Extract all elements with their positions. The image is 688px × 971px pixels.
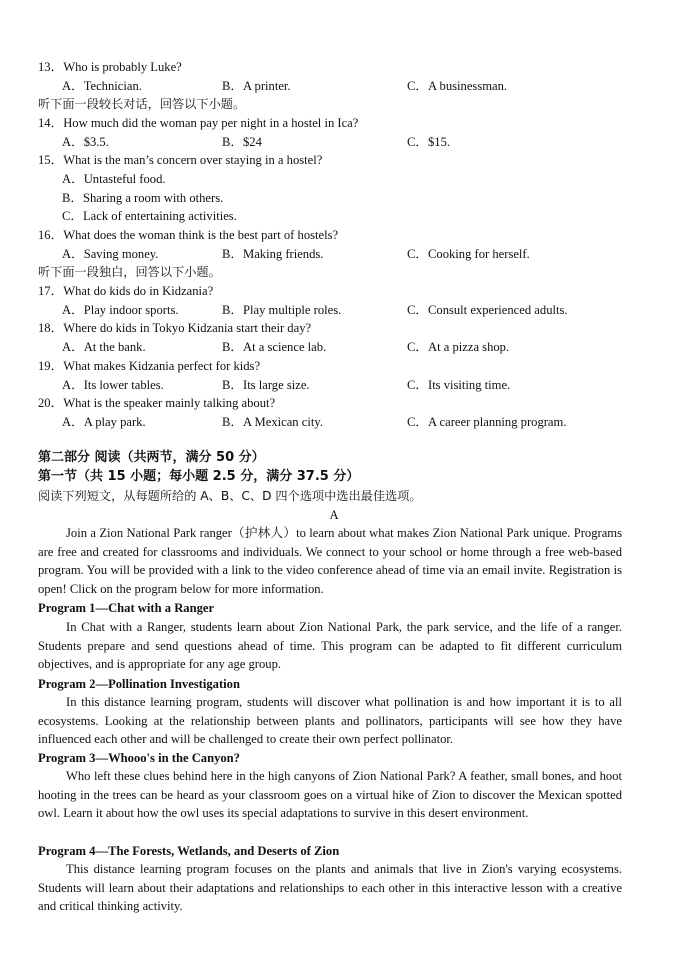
- reading-instruction: 阅读下列短文，从每题所给的 A、B、C、D 四个选项中选出最佳选项。: [38, 489, 422, 503]
- q19-option-c: C．Its visiting time.: [407, 378, 511, 392]
- q17-option-c: C．Consult experienced adults.: [407, 303, 568, 317]
- question-18: 18．Where do kids in Tokyo Kidzania start their day?: [38, 321, 312, 335]
- program-2-text: In this distance learning program, students will discover what pollination is and how important it is to all ecosystems. Looking at the relationship between plants and pollinators, participants will see how they have influenced each other and will be challenged to create their own perfect pollinator.: [38, 695, 622, 747]
- program-3-text: Who left these clues behind here in the high canyons of Zion National Park? A feather, small bones, and hoot hooting in the trees can be heard as your classroom goes on a virtual hike of Zion to discover the Mexican spotted owl. Learn it about how the owl uses its special adaptations to survive in this desert environment.: [38, 769, 622, 821]
- program-2-body: [38, 693, 622, 749]
- program-4-text: This distance learning program focuses on the plants and animals that live in Zion's varying ecosystems. Students will learn about their adaptations and relationships to each other in this interactive lesson with a creative and critical thinking activity.: [38, 862, 622, 914]
- q14-option-a: A．$3.5.: [62, 135, 109, 149]
- q18-option-c: C．At a pizza shop.: [407, 340, 510, 354]
- q17-option-a: A．Play indoor sports.: [62, 303, 179, 317]
- q20-option-a: A．A play park.: [62, 415, 146, 429]
- question-19: 19．What makes Kidzania perfect for kids?: [38, 359, 261, 373]
- q13-option-a: A．Technician.: [62, 79, 142, 93]
- question-14: 14．How much did the woman pay per night in a hostel in Ica?: [38, 116, 359, 130]
- q14-option-c: C．$15.: [407, 135, 451, 149]
- question-20: 20．What is the speaker mainly talking about?: [38, 396, 276, 410]
- q15-option-c: C．Lack of entertaining activities.: [62, 209, 237, 223]
- program-1-body: [38, 618, 622, 674]
- q18-option-a: A．At the bank.: [62, 340, 146, 354]
- program-4-title: Program 4—The Forests, Wetlands, and Deserts of Zion: [38, 844, 340, 858]
- q16-option-c: C．Cooking for herself.: [407, 247, 530, 261]
- instruction-long-dialogue: 听下面一段较长对话，回答以下小题。: [38, 97, 246, 111]
- passage-intro-text: Join a Zion National Park ranger（护林人）to learn about what makes Zion National Park unique. Programs are free and created for classrooms and individuals. We connect to your school or home through a free web-based program. You will be provided with a link to the video conference ahead of time via an email invite. Registration is open! Click on the program below for more information.: [38, 526, 622, 597]
- program-3-title: Program 3—Whooo's in the Canyon?: [38, 751, 240, 765]
- q18-option-b: B．At a science lab.: [222, 340, 327, 354]
- instruction-monologue: 听下面一段独白，回答以下小题。: [38, 265, 221, 279]
- program-1-text: In Chat with a Ranger, students learn about Zion National Park, the park service, and the life of a ranger. Students prepare and send questions ahead of time. This program can be adapted to fit different curriculum objectives, and is appropriate for any age group.: [38, 620, 622, 672]
- question-15: 15．What is the man’s concern over staying in a hostel?: [38, 153, 323, 167]
- program-1-title: Program 1—Chat with a Ranger: [38, 601, 215, 615]
- question-17: 17．What do kids do in Kidzania?: [38, 284, 214, 298]
- passage-intro: [38, 524, 622, 599]
- q13-option-c: C．A businessman.: [407, 79, 508, 93]
- q20-option-c: C．A career planning program.: [407, 415, 567, 429]
- program-3-body: [38, 767, 622, 823]
- section-one-title: 第一节（共 15 小题；每小题 2.5 分，满分 37.5 分）: [38, 469, 360, 484]
- q19-option-b: B．Its large size.: [222, 378, 310, 392]
- q17-option-b: B．Play multiple roles.: [222, 303, 342, 317]
- q16-option-a: A．Saving money.: [62, 247, 159, 261]
- part-two-title: 第二部分 阅读（共两节，满分 50 分）: [38, 450, 265, 465]
- program-4-body: [38, 860, 622, 916]
- question-13: 13．Who is probably Luke?: [38, 60, 182, 74]
- q14-option-b: B．$24: [222, 135, 262, 149]
- q19-option-a: A．Its lower tables.: [62, 378, 164, 392]
- program-2-title: Program 2—Pollination Investigation: [38, 677, 240, 691]
- q20-option-b: B．A Mexican city.: [222, 415, 323, 429]
- passage-label: A: [329, 508, 339, 522]
- q15-option-b: B．Sharing a room with others.: [62, 191, 224, 205]
- q16-option-b: B．Making friends.: [222, 247, 324, 261]
- q15-option-a: A．Untasteful food.: [62, 172, 166, 186]
- q13-option-b: B．A printer.: [222, 79, 291, 93]
- question-16: 16．What does the woman think is the best part of hostels?: [38, 228, 339, 242]
